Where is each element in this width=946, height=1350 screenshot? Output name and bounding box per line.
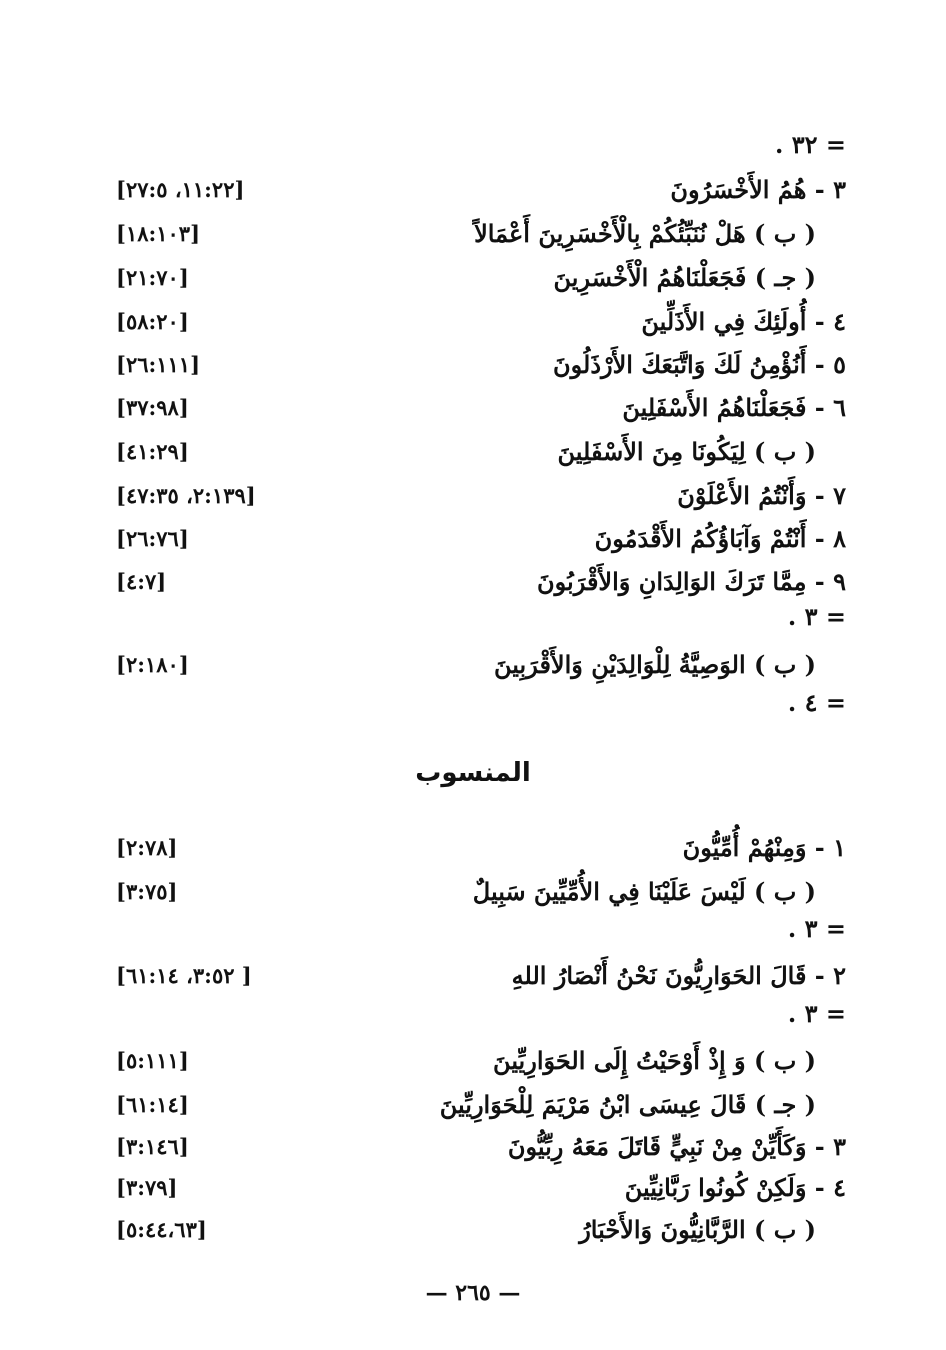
verse-text: ٤ - وَلَكِنْ كُونُوا رَبَّانِيِّينَ	[624, 1173, 846, 1202]
verse-text: ٥ - أَنُؤْمِنُ لَكَ وَاتَّبَعَكَ الأَرْذَلُونَ	[553, 350, 846, 379]
verse-text: ٢ - قَالَ الحَوَارِيُّونَ نَحْنُ أَنْصَارُ اللهِ	[511, 961, 846, 990]
verse-text: ٩ - مِمَّا تَرَكَ الوَالِدَانِ وَالأَقْرَبُونَ	[537, 567, 846, 596]
verse-text: ٤ - أُولَئِكَ فِي الأَذَلِّينَ	[641, 307, 846, 336]
verse-text: ( ب ) وَ إِذْ أَوْحَيْتُ إِلَى الحَوَارِيِّينَ	[493, 1046, 816, 1075]
verse-reference: [١١:٢٢، ٢٧:٥]	[116, 177, 245, 202]
verse-line	[0, 476, 946, 516]
verse-reference: [٦١:١٤]	[116, 1092, 189, 1117]
section-heading: المنسوب	[415, 758, 531, 788]
equation-line	[0, 994, 946, 1034]
verse-line	[0, 956, 946, 996]
verse-line	[0, 302, 946, 342]
verse-reference: [٣:٧٥]	[116, 879, 178, 904]
verse-text: ( ب ) هَلْ نُنَبِّئُكُمْ بِالْأَخْسَرِينَ أَعْمَالاً	[474, 219, 816, 248]
equation-line	[0, 125, 946, 165]
verse-text: ٨ - أَنْتُمْ وَآبَاؤُكُمُ الأَقْدَمُونَ	[594, 524, 846, 553]
equation-text: = ٣٢ .	[775, 130, 846, 159]
equation-line	[0, 909, 946, 949]
verse-text: ٣ - هُمُ الأَخْسَرُونَ	[670, 175, 846, 204]
verse-text: ( ب ) الرَّبَّانِيُّونَ وَالأَحْبَارُ	[579, 1215, 816, 1244]
verse-text: ( جـ ) قَالَ عِيسَى ابْنُ مَرْيَمَ لِلْحَوَارِيِّينَ	[439, 1090, 816, 1119]
verse-line	[0, 1168, 946, 1208]
verse-line	[0, 345, 946, 385]
verse-line	[0, 1210, 946, 1250]
verse-reference: [٣٧:٩٨]	[116, 395, 189, 420]
verse-reference: [٢٦:١١١]	[116, 352, 201, 377]
verse-reference: [٢٦:٧٦]	[116, 526, 189, 551]
equation-text: = ٤ .	[787, 688, 846, 717]
verse-reference: [٢:١٨٠]	[116, 652, 189, 677]
verse-line	[0, 258, 946, 298]
verse-reference: [٣:١٤٦]	[116, 1134, 189, 1159]
verse-reference: [٥٨:٢٠]	[116, 309, 189, 334]
verse-line	[0, 1085, 946, 1125]
equation-text: = ٣ .	[787, 914, 846, 943]
verse-text: ( ب ) الوَصِيَّةُ لِلْوَالِدَيْنِ وَالأَقْرَبِينَ	[494, 650, 816, 679]
equation-text: = ٣ .	[787, 999, 846, 1028]
verse-line	[0, 562, 946, 602]
verse-text: ٧ - وَأَنْتُمُ الأَعْلَوْنَ	[677, 481, 846, 510]
verse-text: ١ - وَمِنْهُمْ أُمِّيُّونَ	[682, 833, 846, 862]
verse-reference: [٢:٧٨]	[116, 835, 178, 860]
verse-line	[0, 828, 946, 868]
verse-text: ٦ - فَجَعَلْنَاهُمُ الأَسْفَلِينَ	[622, 393, 846, 422]
verse-line	[0, 1127, 946, 1167]
verse-line	[0, 1041, 946, 1081]
verse-reference: [٣:٥٢، ٦١:١٤ ]	[116, 963, 252, 988]
verse-text: ٣ - وَكَأَيِّنْ مِنْ نَبِيٍّ قَاتَلَ مَعَهُ رِبِّيُّونَ	[507, 1132, 846, 1161]
verse-text: ( جـ ) فَجَعَلْنَاهُمُ الْأَخْسَرِينَ	[553, 263, 816, 292]
equation-line	[0, 683, 946, 723]
verse-line	[0, 872, 946, 912]
page-number: — ٢٦٥ —	[425, 1280, 521, 1306]
verse-line	[0, 170, 946, 210]
verse-line	[0, 388, 946, 428]
verse-line	[0, 214, 946, 254]
verse-reference: [٥:١١١]	[116, 1048, 189, 1073]
equation-text: = ٣ .	[787, 602, 846, 631]
verse-reference: [٢١:٧٠]	[116, 265, 189, 290]
verse-reference: [٣:٧٩]	[116, 1175, 178, 1200]
verse-line	[0, 432, 946, 472]
verse-reference: [١٨:١٠٣]	[116, 221, 201, 246]
verse-line	[0, 519, 946, 559]
verse-reference: [٤:٧]	[116, 569, 167, 594]
verse-reference: [٥:٤٤،٦٣]	[116, 1217, 207, 1242]
verse-text: ( ب ) لِيَكُونَا مِنَ الأَسْفَلِينَ	[557, 437, 816, 466]
equation-line	[0, 597, 946, 637]
verse-reference: [٢:١٣٩، ٤٧:٣٥]	[116, 483, 256, 508]
verse-line	[0, 645, 946, 685]
verse-text: ( ب ) لَيْسَ عَلَيْنَا فِي الأُمِّيِّينَ سَبِيلٌ	[472, 877, 816, 906]
verse-reference: [٤١:٢٩]	[116, 439, 189, 464]
